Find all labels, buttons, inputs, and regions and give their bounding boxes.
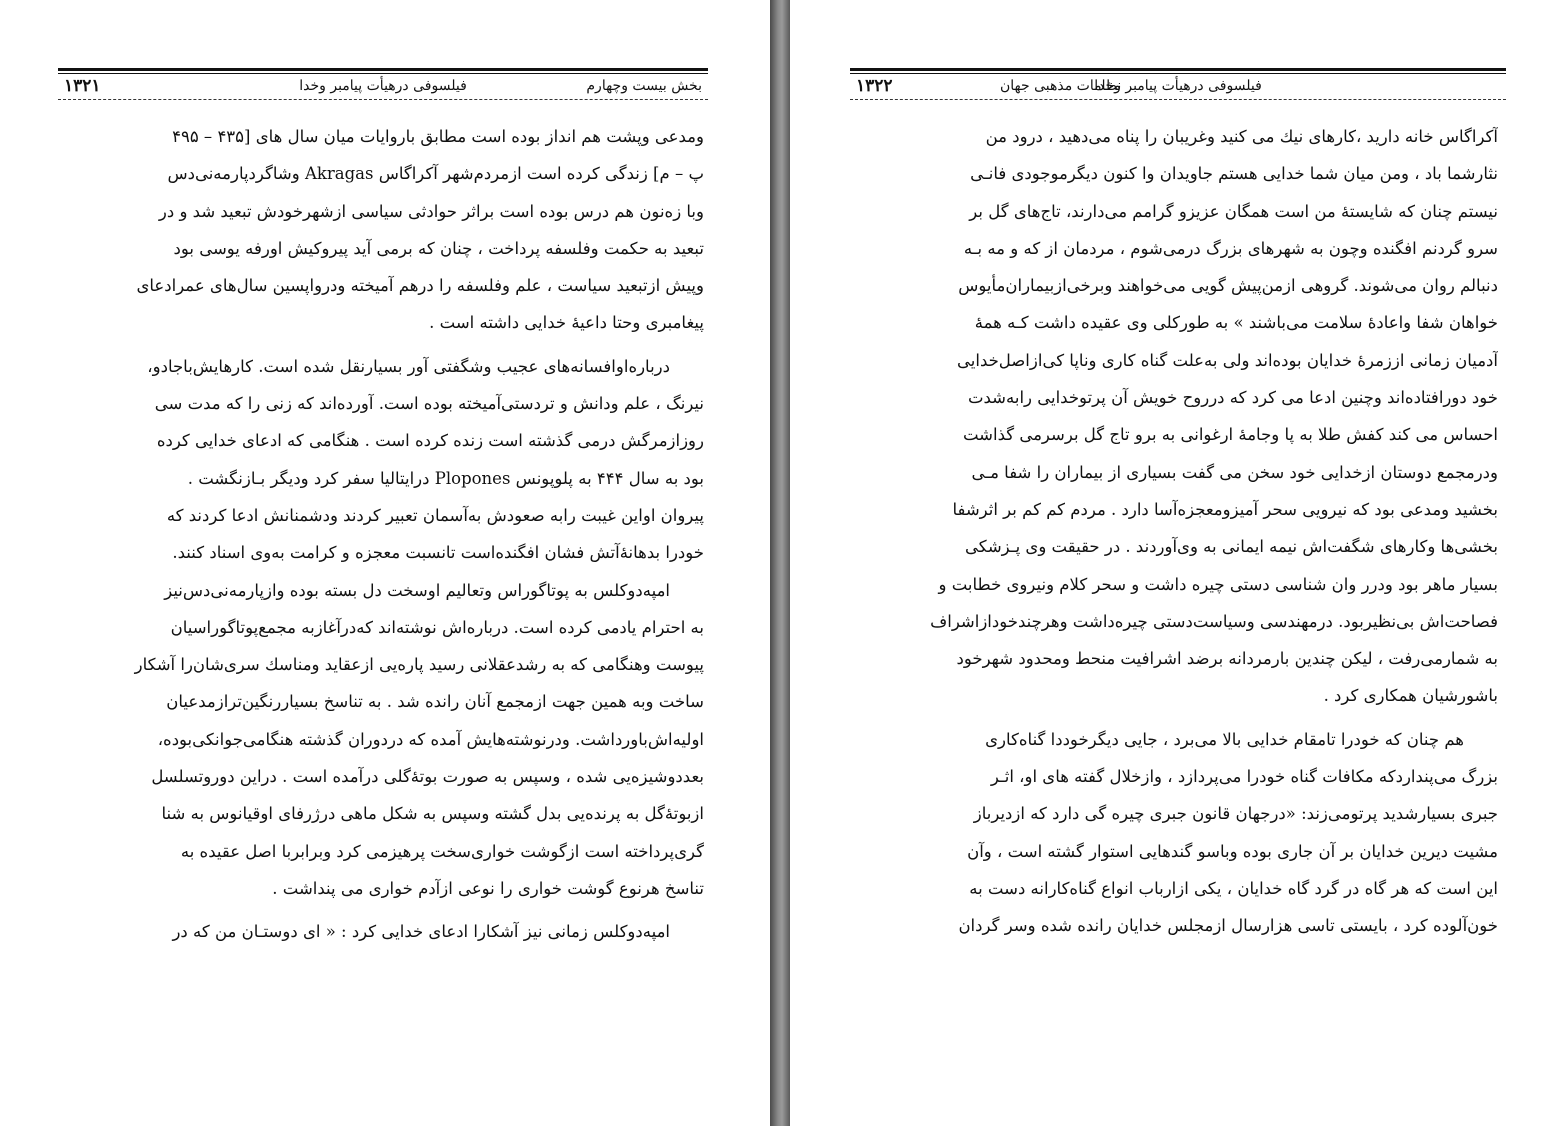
text-line: ومدعی وپشت هم انداز بوده است مطابق باروایات میان سال های [۴۳۵ – ۴۹۵: [172, 127, 704, 146]
running-head-title: فیلسوفی درهیأت پیامبر وخدا: [299, 78, 467, 94]
text-line: بسیار ماهر بود ودرر وان شناسی دستی چیره داشت و سحر کلام ونیروی خطابت و: [938, 574, 1498, 594]
right-page-header: [850, 68, 1506, 102]
text-line: خود دورافتاده‌اند وچنین ادعا می کرد که درروح خویش آن پرتوخدایی رابه‌شدت: [967, 388, 1498, 408]
header-rule: [850, 68, 1506, 71]
text-line: ازبوتهٔ‌گل به پرنده‌یی بدل گشته وسپس به شکل ماهی درژرفای اوقیانوس به شنا: [161, 804, 704, 824]
text-line: ساخت وبه همین جهت ازمجمع آنان رانده شد . به تناسخ بسیاررنگین‌ترازمدعیان: [166, 692, 704, 712]
text-line: وبا زه‌نون هم درس بوده است براثر حوادثی سیاسی ازشهرخودش تبعید شد و در: [158, 201, 704, 221]
text-line: پیوست وهنگامی که به رشدعقلانی رسید پاره‌یی ازعقاید ومناسك سری‌شان‌را آشکار: [134, 655, 704, 675]
left-page-header: [58, 68, 708, 102]
text-line: درباره‌اوافسانه‌های عجیب وشگفتی آور بسیارنقل شده است. کارهایش‌باجادو،: [147, 356, 670, 376]
text-line: امپه‌دوکلس به پوتاگوراس وتعالیم اوسخت دل بسته بوده وازپارمه‌نی‌دس‌نیز: [164, 580, 670, 600]
left-page: [0, 0, 770, 1126]
header-rule-thin: [850, 73, 1506, 74]
text-line: نیستم چنان که شایستهٔ من است همگان عزیزو گرامم می‌دارند، تاج‌های گل بر: [969, 201, 1498, 221]
text-line: پ – م] زندگی کرده است ازمردم‌شهر آکراگاس Akragas وشاگردپارمه‌نی‌دس: [167, 164, 704, 184]
header-rule-thin: [58, 73, 708, 74]
text-line: پیروان اواین غیبت رابه صعودش به‌آسمان تعبیر کردند ودشمنانش ادعا کردند که: [166, 505, 704, 525]
text-line: به احترام یادمی کرده است. درباره‌اش نوشته‌اند که‌درآغازبه مجمع‌پوتاگوراسیان: [170, 617, 704, 637]
text-line: سرو گردنم افگنده وچون به شهرهای بزرگ درمی‌شوم ، مردمان از که و مه بـه: [963, 238, 1498, 258]
text-line: جبری بسیارشدید پرتومی‌زند: «درجهان قانون جبری چیره گی دارد که ازدیرباز: [973, 804, 1498, 824]
running-head-section: بخش بیست وچهارم: [586, 78, 702, 94]
text-line: احساس می کند کفش طلا به پا وجامهٔ ارغوانی به برو تاج گل برسرمی گذاشت: [962, 425, 1498, 445]
text-line: نیرنگ ، علم ودانش و تردستی‌آمیخته بوده است. آورده‌اند که زنی را که مدت سی: [154, 394, 704, 414]
header-rule: [58, 68, 708, 71]
page-number: ۱۳۲۱: [64, 76, 101, 96]
text-line: گری‌پرداخته است ازگوشت خواری‌سخت پرهیزمی کرد وبرابربا اصل عقیده به: [180, 841, 704, 861]
text-line: آکراگاس خانه دارید ،کارهای نیك می کنید وغریبان را پناه می‌دهید ، درود من: [985, 127, 1498, 146]
text-line: امپه‌دوکلس زمانی نیز آشکارا ادعای خدایی کرد : « ای دوستـان من که در: [172, 922, 670, 942]
left-page-body: [72, 118, 704, 951]
text-line: آدمیان زمانی اززمرهٔ خدایان بوده‌اند ولی به‌علت گناه کاری وناپا کی‌ازاصل‌خدایی: [957, 350, 1498, 370]
text-line: ودرمجمع دوستان ازخدایی خود سخن می گفت بسیاری از بیماران را شفا مـی: [971, 462, 1498, 482]
text-line: اولیه‌اش‌باورداشت. ودرنوشته‌هایش آمده که دردوران گذشته هنگامی‌جوانکی‌بوده،: [157, 729, 704, 749]
text-line: به شمارمی‌رفت ، لیکن چندین بارمردانه برضد اشرافیت منحط ومحدود شهرخود: [956, 649, 1498, 669]
text-line: پیغامبری وحتا داعیهٔ خدایی داشته است .: [429, 313, 704, 333]
text-line: بود به سال ۴۴۴ به پلوپونس Plopones درایتالیا سفر کرد ودیگر بـازنگشت .: [187, 468, 704, 488]
text-line: تناسخ هرنوع گوشت خواری را نوعی ازآدم خواری می پنداشت .: [272, 878, 704, 898]
text-line: فصاحت‌اش بی‌نظیربود. درمهندسی وسیاست‌دستی چیره‌داشت وهرچندخودازاشراف: [930, 611, 1498, 631]
text-line: خودرا بدهانهٔ‌آتش فشان افگنده‌است تانسبت معجزه و کرامت به‌وی اسناد کنند.: [172, 543, 704, 563]
text-line: مشیت دیرین خدایان بر آن جاری بوده وباسو گندهایی استوار گشته است ، وآن: [967, 841, 1498, 861]
text-line: هم چنان که خودرا تامقام خدایی بالا می‌برد ، جایی دیگرخوددا گناه‌کاری: [985, 729, 1464, 749]
text-line: وپیش ازتبعید سیاست ، علم وفلسفه را درهم آمیخته ودرواپسین سال‌های عمرادعای: [136, 276, 704, 296]
text-line: خواهان شفا واعادهٔ سلامت می‌باشند » به طورکلی وی عقیده داشت کـه همهٔ: [974, 313, 1498, 333]
text-line: نثارشما باد ، ومن میان شما خدایی هستم جاویدان وا کنون دیگرموجودی فانـی: [970, 164, 1498, 184]
header-rule-dashed: [58, 99, 708, 100]
book-gutter: [770, 0, 790, 1126]
running-head-section: نظامات مذهبی جهان: [1000, 78, 1122, 94]
header-rule-dashed: [850, 99, 1506, 100]
text-line: روزازمرگش درمی گذشته است زنده کرده است . هنگامی که ادعای خدایی کرده: [156, 431, 704, 451]
right-page-body: [866, 118, 1498, 945]
page-number: ۱۳۲۲: [856, 76, 893, 96]
text-line: بزرگ می‌پنداردکه مکافات گناه خودرا می‌پردازد ، وازخلال گفته های او، اثـر: [990, 767, 1498, 787]
text-line: تبعید به حکمت وفلسفه پرداخت ، چنان که برمی آید پیروکیش اورفه یوسی بود: [173, 238, 704, 258]
text-line: باشورشیان همکاری کرد .: [1323, 686, 1498, 706]
running-head-title: فیلسوفی درهیأت پیامبر وخدا: [1094, 78, 1262, 94]
text-line: بخشی‌ها وکارهای شگفت‌اش نیمه ایمانی به وی‌آوردند . در حقیقت وی پـزشکی: [964, 537, 1498, 557]
text-line: بخشید ومدعی بود که نیرویی سحر آمیزومعجزه‌آسا دارد . مردم کم کم بر اثرشفا: [952, 499, 1498, 519]
text-line: خون‌آلوده کرد ، بایستی تاسی هزارسال ازمجلس خدایان رانده شده وسر گردان: [958, 916, 1498, 936]
text-line: این است که هر گاه در گرد گاه خدایان ، یکی ازارباب انواع گناه‌کارانه دست به: [969, 878, 1498, 898]
text-line: دنبالم روان می‌شوند. گروهی ازمن‌پیش گویی می‌خواهند وبرخی‌ازبیماران‌مأیوس: [958, 276, 1498, 296]
right-page: [790, 0, 1564, 1126]
text-line: بعددوشیزه‌یی شده ، وسپس به صورت بوتهٔ‌گلی درآمده است . دراین دوروتسلسل: [151, 767, 704, 787]
